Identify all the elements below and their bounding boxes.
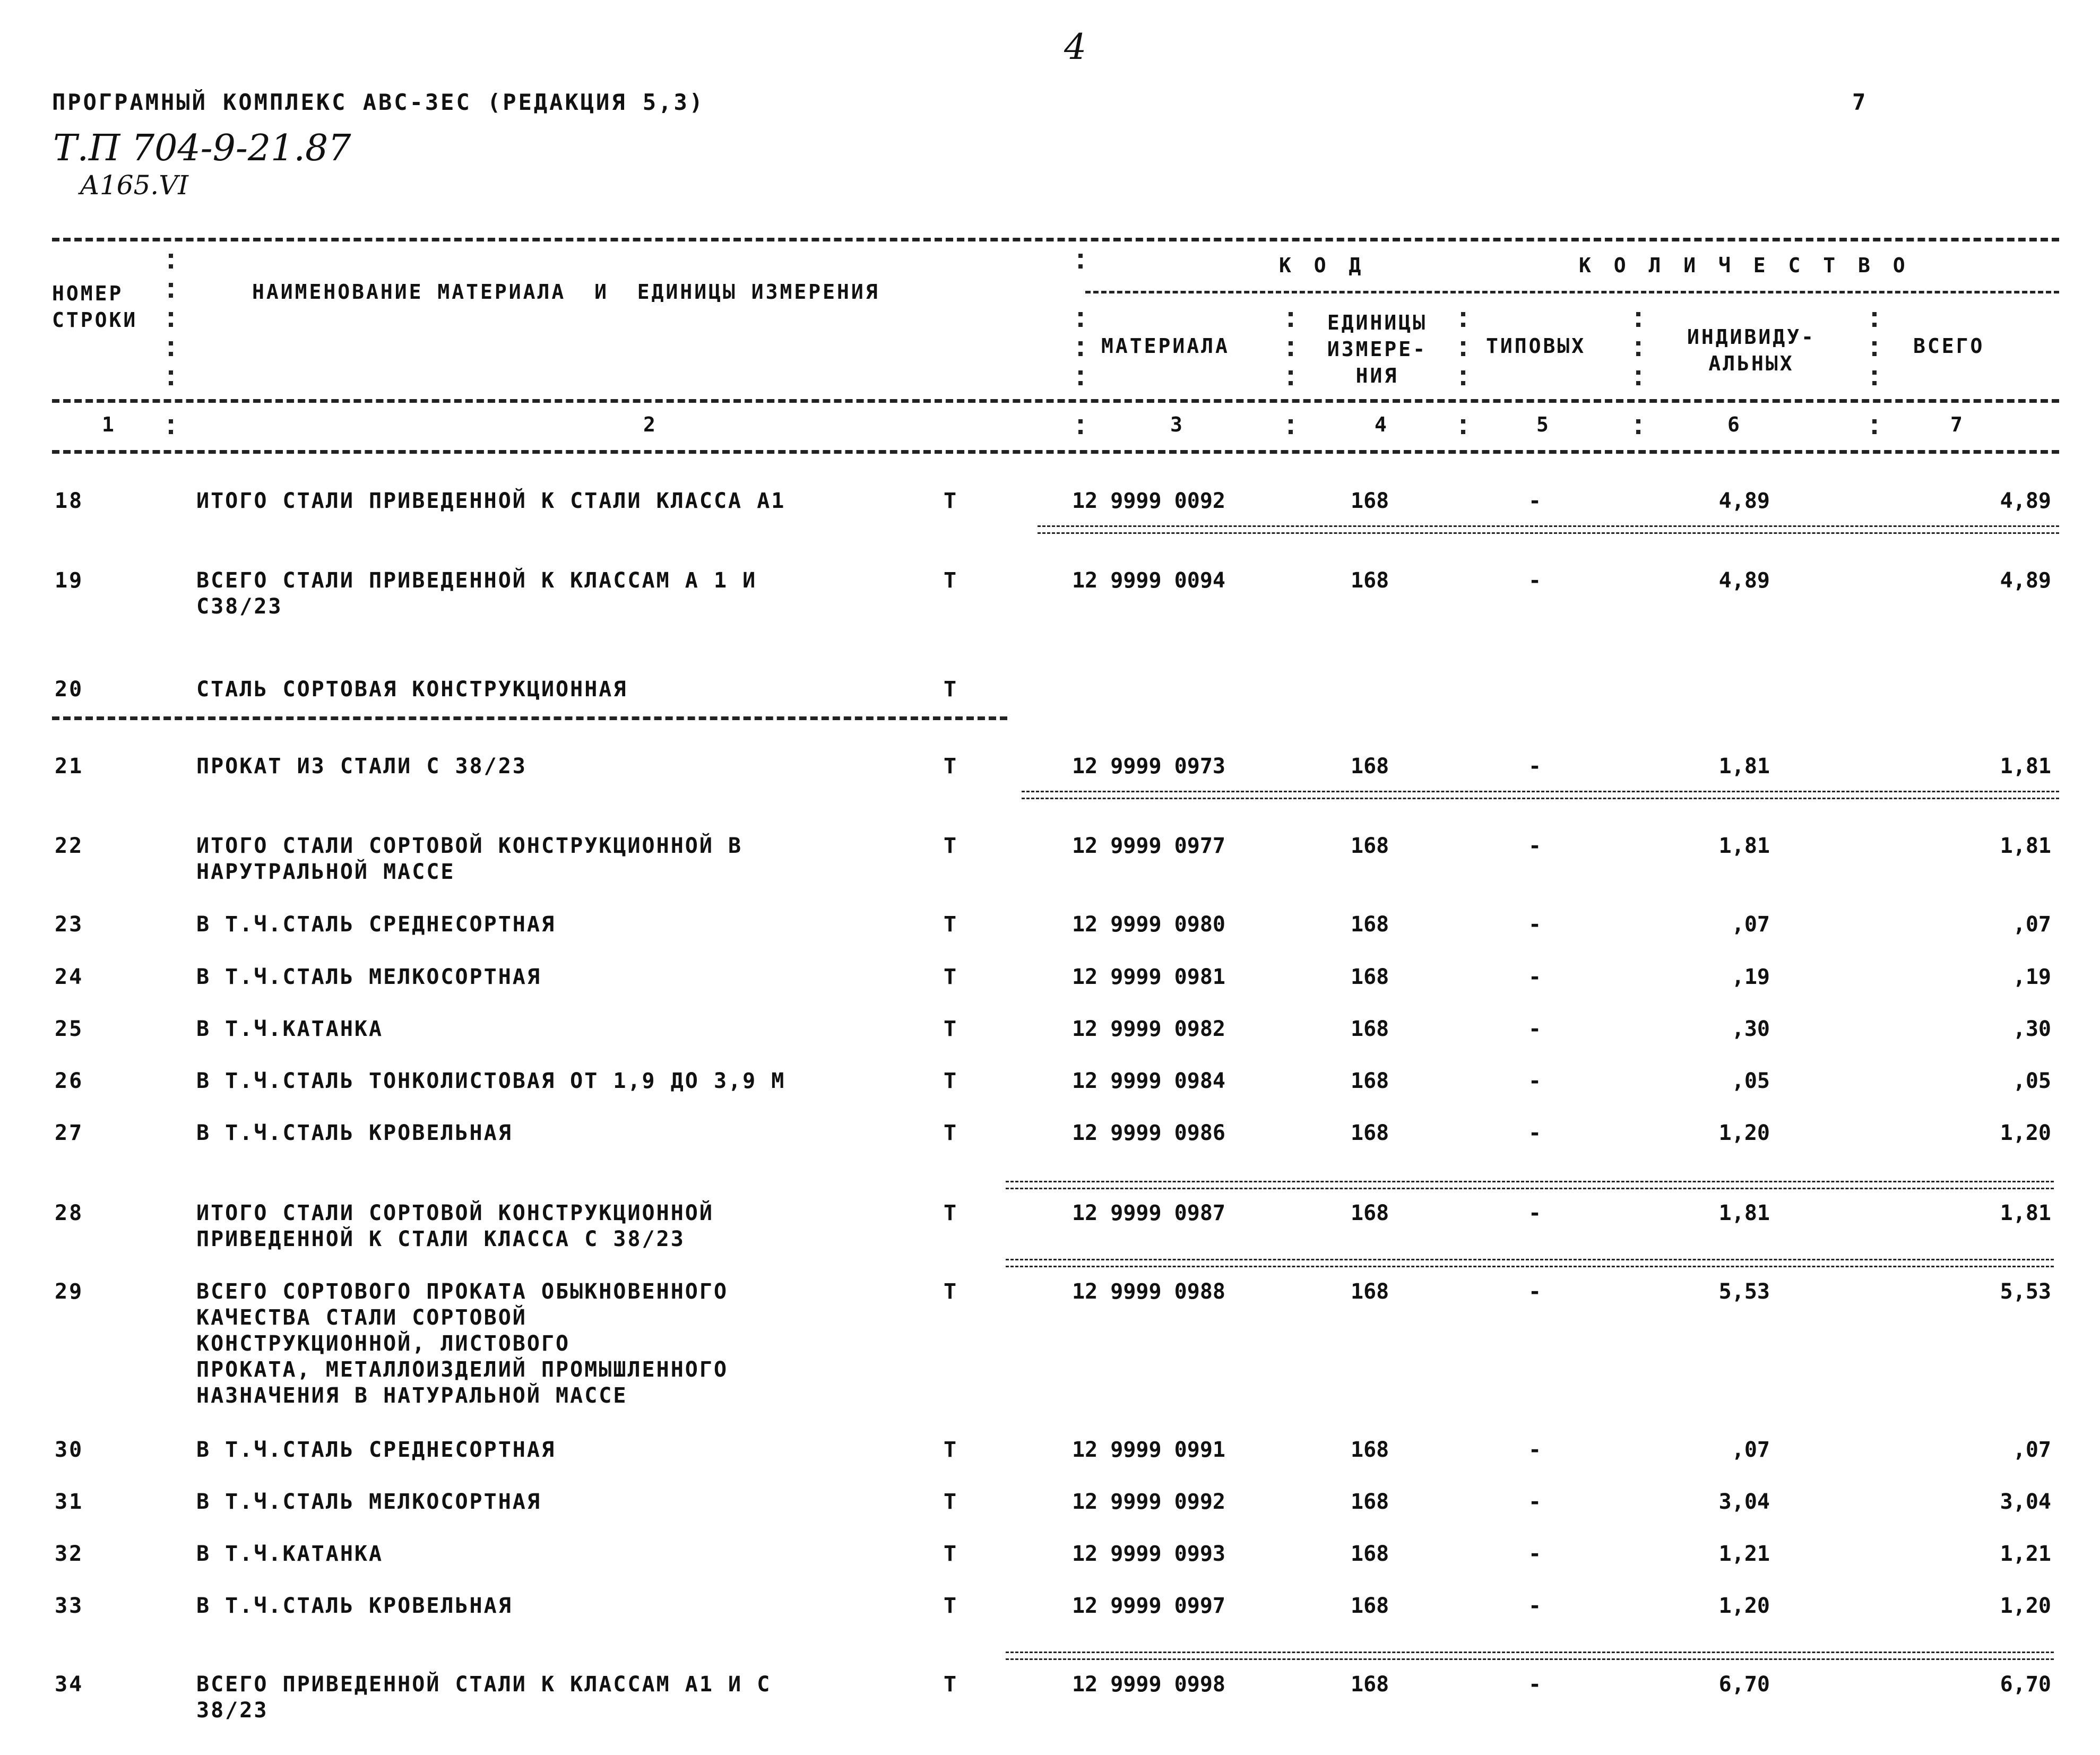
individual-quantity: ,07 (1731, 1438, 1770, 1462)
page-mark: 4 (1064, 27, 1086, 67)
unit-of-measure: Т (944, 1594, 958, 1618)
individual-quantity: 6,70 (1718, 1672, 1770, 1697)
unit-of-measure: Т (944, 1201, 958, 1225)
material-code: 12 9999 0991 (1072, 1438, 1225, 1462)
typical-quantity: - (1528, 1201, 1542, 1225)
typical-quantity: - (1528, 1279, 1542, 1304)
handwritten-document-code: Т.П 704-9-21.87 (53, 127, 351, 169)
typical-quantity: - (1528, 912, 1542, 937)
material-name: ВСЕГО СТАЛИ ПРИВЕДЕННОЙ К КЛАССАМ А 1 И С38/23 (196, 568, 757, 619)
individual-quantity: ,30 (1731, 1017, 1770, 1041)
row-number: 18 (55, 489, 84, 513)
individual-quantity: 5,53 (1718, 1279, 1770, 1304)
material-name: В Т.Ч.СТАЛЬ СРЕДНЕСОРТНАЯ (196, 912, 556, 937)
total-quantity: 1,21 (2000, 1542, 2051, 1566)
individual-quantity: 1,81 (1718, 754, 1770, 779)
typical-quantity: - (1528, 965, 1542, 989)
header-individual: ИНДИВИДУ- АЛЬНЫХ (1687, 325, 1816, 375)
total-quantity: 6,70 (2000, 1672, 2051, 1697)
typical-quantity: - (1528, 1017, 1542, 1041)
col-number-3: 3 (1170, 413, 1185, 436)
material-code: 12 9999 0973 (1072, 754, 1225, 779)
total-quantity: 4,89 (2000, 568, 2051, 593)
unit-of-measure: Т (944, 1121, 958, 1145)
unit-of-measure: Т (944, 1017, 958, 1041)
typical-quantity: - (1528, 1121, 1542, 1145)
unit-code: 168 (1351, 1542, 1389, 1566)
row-number: 27 (55, 1121, 84, 1145)
typical-quantity: - (1528, 1438, 1542, 1462)
material-name: В Т.Ч.СТАЛЬ КРОВЕЛЬНАЯ (196, 1594, 513, 1618)
unit-of-measure: Т (944, 912, 958, 937)
total-rule (1006, 1652, 2054, 1660)
unit-code: 168 (1351, 754, 1389, 779)
material-code: 12 9999 0997 (1072, 1594, 1225, 1618)
header-bottom-rule (52, 450, 2059, 454)
row-number: 31 (55, 1490, 84, 1514)
total-quantity: ,07 (2012, 1438, 2051, 1462)
individual-quantity: 1,21 (1718, 1542, 1770, 1566)
total-quantity: ,07 (2012, 912, 2051, 937)
total-quantity: 3,04 (2000, 1490, 2051, 1514)
handwritten-album-code: А165.VI (80, 170, 189, 201)
unit-code: 168 (1351, 1490, 1389, 1514)
col-number-5: 5 (1536, 413, 1551, 436)
material-code: 12 9999 0980 (1072, 912, 1225, 937)
total-quantity: 1,20 (2000, 1594, 2051, 1618)
header-total: ВСЕГО (1913, 334, 1985, 358)
individual-quantity: 3,04 (1718, 1490, 1770, 1514)
unit-code: 168 (1351, 1017, 1389, 1041)
total-quantity: 1,81 (2000, 754, 2051, 779)
material-name: В Т.Ч.СТАЛЬ ТОНКОЛИСТОВАЯ ОТ 1,9 ДО 3,9 М (196, 1069, 786, 1093)
header-quantity: К О Л И Ч Е С Т В О (1579, 254, 1911, 277)
unit-code: 168 (1351, 1438, 1389, 1462)
header-sub-rule (1085, 291, 2059, 293)
page-number: 7 (1852, 89, 1868, 115)
unit-of-measure: Т (944, 677, 958, 702)
header-typical: ТИПОВЫХ (1486, 334, 1586, 358)
total-quantity: 1,81 (2000, 1201, 2051, 1225)
typical-quantity: - (1528, 1490, 1542, 1514)
material-name: ИТОГО СТАЛИ СОРТОВОЙ КОНСТРУКЦИОННОЙ В НАРУТРАЛЬНОЙ МАССЕ (196, 834, 743, 884)
material-code: 12 9999 0987 (1072, 1201, 1225, 1225)
material-code: 12 9999 0981 (1072, 965, 1225, 989)
total-quantity: 4,89 (2000, 489, 2051, 513)
unit-code: 168 (1351, 568, 1389, 593)
header-row-number: НОМЕР СТРОКИ (52, 282, 138, 332)
individual-quantity: ,19 (1731, 965, 1770, 989)
row-number: 24 (55, 965, 84, 989)
typical-quantity: - (1528, 1594, 1542, 1618)
program-title: ПРОГРАМНЫЙ КОМПЛЕКС АВС-3ЕС (РЕДАКЦИЯ 5,3) (52, 89, 705, 115)
col-number-4: 4 (1375, 413, 1389, 436)
unit-of-measure: Т (944, 1279, 958, 1304)
material-code: 12 9999 0986 (1072, 1121, 1225, 1145)
unit-of-measure: Т (944, 1438, 958, 1462)
row-number: 21 (55, 754, 84, 779)
material-name: В Т.Ч.КАТАНКА (196, 1542, 384, 1566)
typical-quantity: - (1528, 834, 1542, 858)
material-code: 12 9999 0993 (1072, 1542, 1225, 1566)
material-name: ИТОГО СТАЛИ СОРТОВОЙ КОНСТРУКЦИОННОЙ ПРИВЕДЕННОЙ К СТАЛИ КЛАССА С 38/23 (196, 1201, 714, 1251)
section-rule (52, 716, 1007, 720)
row-number: 22 (55, 834, 84, 858)
material-name: ИТОГО СТАЛИ ПРИВЕДЕННОЙ К СТАЛИ КЛАССА А1 (196, 489, 786, 513)
unit-of-measure: Т (944, 754, 958, 779)
total-quantity: 1,20 (2000, 1121, 2051, 1145)
unit-of-measure: Т (944, 489, 958, 513)
unit-code: 168 (1351, 912, 1389, 937)
header-mid-rule (52, 399, 2059, 403)
individual-quantity: 1,81 (1718, 1201, 1770, 1225)
material-name: В Т.Ч.СТАЛЬ СРЕДНЕСОРТНАЯ (196, 1438, 556, 1462)
typical-quantity: - (1528, 1069, 1542, 1093)
material-name: ВСЕГО СОРТОВОГО ПРОКАТА ОБЫКНОВЕННОГО КАЧЕСТВА СТАЛИ СОРТОВОЙ КОНСТРУКЦИОННОЙ, ЛИСТОВОГО ПРОКАТА, МЕТАЛЛОИЗДЕЛИЙ ПРОМЫШЛЕННОГО НАЗНАЧЕНИЯ В НАТУРАЛЬНОЙ МАССЕ (196, 1279, 729, 1408)
total-rule (1006, 1181, 2054, 1189)
col-number-6: 6 (1727, 413, 1742, 436)
material-name: В Т.Ч.КАТАНКА (196, 1017, 384, 1041)
material-name: ВСЕГО ПРИВЕДЕННОЙ СТАЛИ К КЛАССАМ А1 И С 38/23 (196, 1672, 772, 1723)
unit-code: 168 (1351, 1672, 1389, 1697)
total-quantity: 5,53 (2000, 1279, 2051, 1304)
total-quantity: ,19 (2012, 965, 2051, 989)
row-number: 23 (55, 912, 84, 937)
row-number: 28 (55, 1201, 84, 1225)
unit-of-measure: Т (944, 1490, 958, 1514)
typical-quantity: - (1528, 489, 1542, 513)
unit-of-measure: Т (944, 834, 958, 858)
row-number: 19 (55, 568, 84, 593)
material-code: 12 9999 0092 (1072, 489, 1225, 513)
material-code: 12 9999 0992 (1072, 1490, 1225, 1514)
typical-quantity: - (1528, 754, 1542, 779)
material-name: ПРОКАТ ИЗ СТАЛИ С 38/23 (196, 754, 527, 779)
individual-quantity: ,07 (1731, 912, 1770, 937)
individual-quantity: ,05 (1731, 1069, 1770, 1093)
unit-code: 168 (1351, 1201, 1389, 1225)
unit-code: 168 (1351, 1069, 1389, 1093)
col-number-7: 7 (1950, 413, 1965, 436)
material-code: 12 9999 0984 (1072, 1069, 1225, 1093)
individual-quantity: 4,89 (1718, 489, 1770, 513)
header-material: МАТЕРИАЛА (1101, 334, 1230, 358)
material-name: В Т.Ч.СТАЛЬ МЕЛКОСОРТНАЯ (196, 1490, 541, 1514)
row-number: 33 (55, 1594, 84, 1618)
unit-code: 168 (1351, 965, 1389, 989)
col-number-1: 1 (102, 413, 116, 436)
row-number: 25 (55, 1017, 84, 1041)
material-name: СТАЛЬ СОРТОВАЯ КОНСТРУКЦИОННАЯ (196, 677, 628, 702)
row-number: 20 (55, 677, 84, 702)
unit-code: 168 (1351, 489, 1389, 513)
typical-quantity: - (1528, 1542, 1542, 1566)
total-rule (1006, 1259, 2054, 1267)
typical-quantity: - (1528, 1672, 1542, 1697)
total-rule (1038, 525, 2059, 534)
material-code: 12 9999 0998 (1072, 1672, 1225, 1697)
material-code: 12 9999 0094 (1072, 568, 1225, 593)
unit-of-measure: Т (944, 1542, 958, 1566)
unit-code: 168 (1351, 1121, 1389, 1145)
row-number: 26 (55, 1069, 84, 1093)
total-quantity: ,05 (2012, 1069, 2051, 1093)
material-name: В Т.Ч.СТАЛЬ КРОВЕЛЬНАЯ (196, 1121, 513, 1145)
unit-of-measure: Т (944, 568, 958, 593)
individual-quantity: 1,20 (1718, 1594, 1770, 1618)
unit-code: 168 (1351, 834, 1389, 858)
row-number: 30 (55, 1438, 84, 1462)
col-number-2: 2 (643, 413, 658, 436)
row-number: 29 (55, 1279, 84, 1304)
header-top-rule (52, 238, 2059, 241)
unit-of-measure: Т (944, 1672, 958, 1697)
material-name: В Т.Ч.СТАЛЬ МЕЛКОСОРТНАЯ (196, 965, 541, 989)
unit-of-measure: Т (944, 965, 958, 989)
typical-quantity: - (1528, 568, 1542, 593)
unit-code: 168 (1351, 1279, 1389, 1304)
unit-of-measure: Т (944, 1069, 958, 1093)
total-rule (1022, 791, 2059, 799)
material-code: 12 9999 0988 (1072, 1279, 1225, 1304)
header-name: НАИМЕНОВАНИЕ МАТЕРИАЛА И ЕДИНИЦЫ ИЗМЕРЕНИЯ (252, 280, 880, 304)
total-quantity: 1,81 (2000, 834, 2051, 858)
row-number: 34 (55, 1672, 84, 1697)
total-quantity: ,30 (2012, 1017, 2051, 1041)
material-code: 12 9999 0977 (1072, 834, 1225, 858)
material-code: 12 9999 0982 (1072, 1017, 1225, 1041)
row-number: 32 (55, 1542, 84, 1566)
header-code: К О Д (1279, 254, 1367, 277)
individual-quantity: 1,81 (1718, 834, 1770, 858)
unit-code: 168 (1351, 1594, 1389, 1618)
header-unit: ЕДИНИЦЫ ИЗМЕРЕ- НИЯ (1327, 311, 1428, 387)
individual-quantity: 1,20 (1718, 1121, 1770, 1145)
individual-quantity: 4,89 (1718, 568, 1770, 593)
